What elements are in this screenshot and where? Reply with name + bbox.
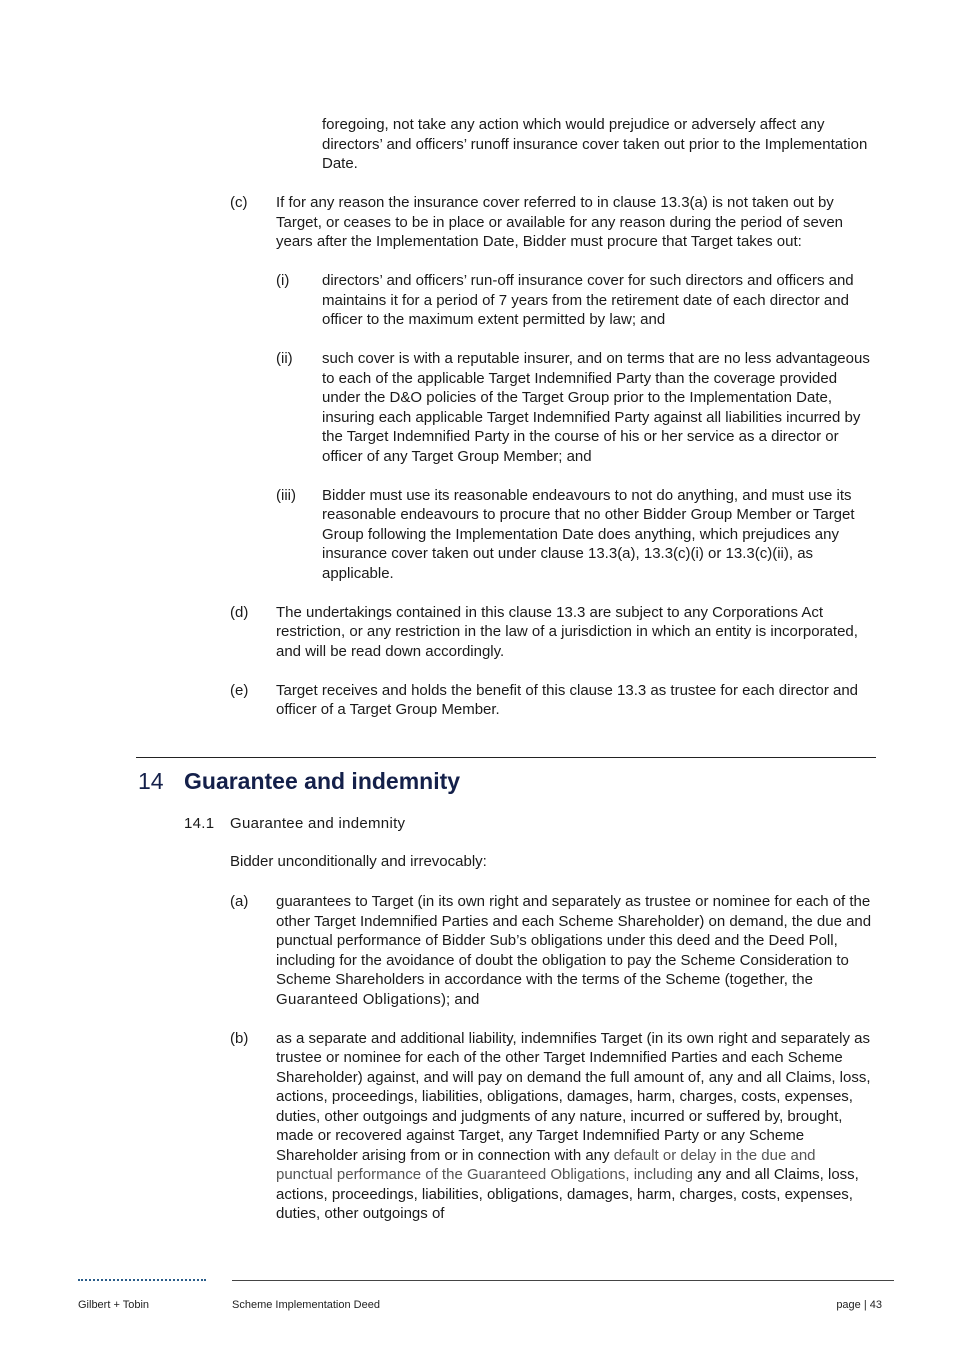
section-divider [136, 757, 876, 758]
clause-label: (b) [230, 1029, 249, 1047]
clause-13-3-d [230, 603, 876, 662]
paragraph-text: any and all Claims, loss, actions, proceedings, liabilities, obligations, damages, harm, charges, costs, expenses, duties, other outgoings of [276, 1166, 859, 1222]
clause-label: (a) [230, 893, 249, 910]
paragraph-text: ); and [441, 990, 480, 1008]
paragraph-text: If for any reason the insurance cover referred to in clause 13.3(a) is not taken out by Target, or ceases to be in place or available for any reason during the period of seven years after the Implementation Date, Bidder must procure that Target takes out: [276, 194, 844, 250]
paragraph-text: guarantees to Target (in its own right and separately as trustee or nominee for each of the other Target Indemnified Parties and each Scheme Shareholder) on demand, the due and punctual performance of Bidder Sub’s obligations under this deed and the Deed Poll, including for the avoidance of doubt the obligation to pay the Scheme Consideration to Scheme Shareholders in accordance with the terms of the Scheme (together, the [276, 893, 872, 988]
clause-13-3-c [230, 193, 876, 252]
clause-label: (d) [230, 603, 249, 621]
section-number: 14 [138, 768, 164, 794]
paragraph-text: Target receives and holds the benefit of this clause 13.3 as trustee for each director and officer of a Target Group Member. [276, 681, 859, 718]
paragraph-text: Bidder must use its reasonable endeavours to not do anything, and must use its reasonable endeavours to procure that no other Bidder Group Member or Target Group following the Implementation Date does anything, which prejudices any insurance cover taken out under clause 13.3(a), 13.3(c)(i) or 13.3(c)(ii), as applicable. [322, 486, 855, 582]
clause-14-1-a [230, 892, 876, 1009]
footer-firm: Gilbert + Tobin [78, 1299, 150, 1311]
intro-paragraph: Bidder unconditionally and irrevocably: [230, 853, 487, 870]
footer-page-number: page | 43 [836, 1299, 882, 1311]
clause-label: (c) [230, 194, 248, 211]
clause-label: (i) [276, 272, 290, 289]
defined-term: Guaranteed Obligations [276, 990, 442, 1008]
clause-13-3-e [230, 681, 876, 720]
clause-13-3-c-iii [276, 486, 874, 584]
subsection-title: Guarantee and indemnity [230, 815, 406, 832]
paragraph-text: such cover is with a reputable insurer, and on terms that are no less advantageous to each of the applicable Target Indemnified Party than the coverage provided under the D&O policies of the Target Group prior to the Implementation Date, insuring each applicable Target Indemnified Party against all liabilities incurred by the Target Indemnified Party in the course of his or her service as a director or officer of any Target Group Member; and [322, 350, 870, 465]
section-title: Guarantee and indemnity [184, 768, 461, 794]
clause-14-1-b [230, 1029, 876, 1224]
clause-label: (ii) [276, 350, 293, 367]
footer-rule [232, 1280, 894, 1281]
paragraph-text: as a separate and additional liability, indemnifies Target (in its own right and separately as trustee or nominee for each of the other Target Indemnified Parties and each Scheme Shareholder) against, and will pay on demand the full amount of, any and all Claims, loss, actions, proceedings, liabilities, obligations, damages, harm, charges, costs, expenses, duties, other outgoings and judgments of any nature, incurred or suffered by, brought, made or recovered against Target, any Target Indemnified Party or any Scheme Shareholder arising from or in connection with any [276, 1029, 871, 1164]
clause-13-3-c-i [276, 271, 874, 330]
paragraph-text: directors’ and officers’ run-off insurance cover for such directors and officers and maintains it for a period of 7 years from the retirement date of each director and officer to the maximum extent permitted by law; and [322, 272, 854, 328]
section-heading [138, 766, 461, 796]
subsection-heading [184, 814, 406, 834]
highlighted-text: default or delay in the due and punctual performance of the Guaranteed Obligations, including [276, 1146, 816, 1183]
paragraph-text: The undertakings contained in this clause 13.3 are subject to any Corporations Act restriction, or any restriction in the law of a jurisdiction in which an entity is incorporated, and will be read down accordingly. [276, 603, 858, 660]
clause-13-3-c-ii [276, 349, 874, 466]
clause-label: (e) [230, 681, 249, 699]
footer-dotted-rule [78, 1279, 206, 1281]
clause-13-3-continuation [0, 115, 965, 739]
subsection-number: 14.1 [184, 815, 215, 832]
clause-label: (iii) [276, 486, 296, 504]
paragraph-text: foregoing, not take any action which would prejudice or adversely affect any directors’ and officers’ runoff insurance cover taken out prior to the Implementation Date. [322, 116, 868, 172]
section-14-body [0, 852, 965, 1243]
continuation-paragraph [322, 115, 874, 174]
footer-document-title: Scheme Implementation Deed [232, 1299, 380, 1311]
